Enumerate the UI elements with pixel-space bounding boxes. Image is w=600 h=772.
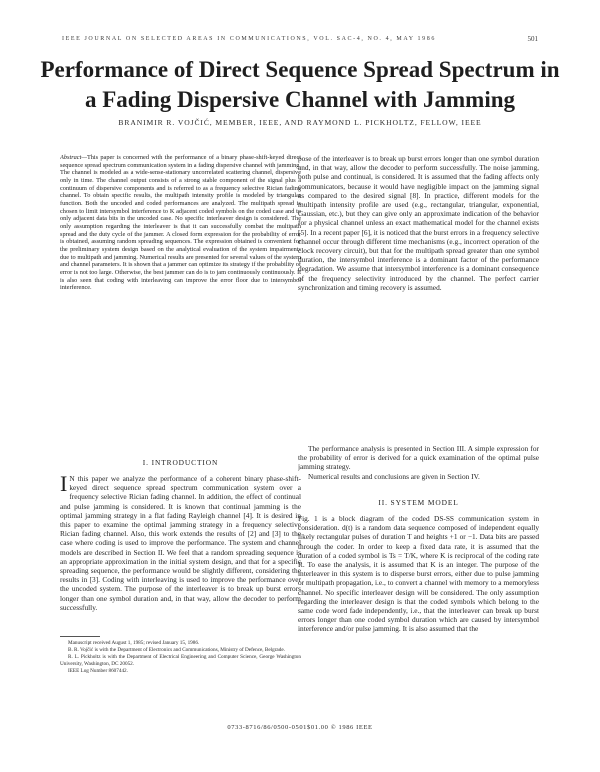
abstract (60, 154, 301, 450)
paper-title: Performance of Direct Sequence Spread Spectrum in a Fading Dispersive Channel with Jamming (40, 57, 560, 112)
footnote-log-number: IEEE Log Number 8607442. (68, 668, 128, 674)
system-model-paragraph: Fig. 1 is a block diagram of the coded DS-SS communication system in consideration. d(t) is a random data sequence composed of independent equally likely rectangular pulses of duration T and heights +1 or −1. Data bits are passed through the coder. In order to keep a fixed data rate, it is assumed that the duration of a coded symbol is Ts = T/K, where K is reciprocal of the coding rate R. To ease the analysis, it is assumed that K is an integer. The purpose of the interleaver in this system is to disperse burst errors, either due to pulse jamming or multipath propagation, i.e., to convert a channel with memory to a memoryless channel. No specific interleaver design will be considered. The only assumption regarding the interleaver design is that the coded symbols which belong to the same code word fade independently, i.e., that the interleaver can break up burst errors longer than one coded symbol duration which are caused by intersymbol interference and/or pulse jamming. It is also assumed that the (298, 514, 539, 634)
intro-continuation: pose of the interleaver is to break up burst errors longer than one symbol duration and, in that way, allow the decoder to perform successfully. The noise jamming, both pulse and continual, is considered. It is assumed that the fading affects only communicators, because it would have negligible impact on the jamming signal as compared to the desired signal [8]. In practice, different models for the multipath intensity profile are used (e.g., rectangular, triangular, exponential, Gaussian, etc.), but they can give only an approximate indication of the behavior for a physical channel unless an exact mathematical model for the channel exists [5]. In a recent paper [6], it is noticed that the burst errors in a frequency selective channel occur through different time mechanisms (e.g., incorrect operation of the clock recovery circuit), but that for the multipath spread greater than one symbol duration, the intersymbol interference is a dominant factor of the performance degradation. We assume that intersymbol interference is a dominant consequence of the frequency selectivity introduced by the channel. The perfect carrier synchronization and timing recovery is assumed. (298, 154, 539, 292)
intro-text: N this paper we analyze the performance of a coherent binary phase-shift-keyed direct sequence spread spectrum communication system over a frequency selective Rician fading channel. In addition, the effect of continual and pulse jamming is considered. It is known that continual jamming is the optimal jamming strategy in a flat fading Rayleigh channel [4]. It is desired in this paper to examine the optimal jamming strategy in a frequency selective Rician fading channel. Also, this work extends the results of [2] and [3] to the case where coding is used to improve the performance. The system and channel models are described in Section II. We feel that a random spreading sequence is an appropriate approximation in the initial system design, and that for a specific spreading sequence, the performance would be slightly different, considering the results in [3]. Coding with interleaving is used to improve the performance over the uncoded system. The purpose of the interleaver is to break up burst errors longer than one symbol duration and, in that way, allow the decoder to perform successfully. (60, 474, 301, 612)
footnotes (60, 640, 301, 708)
right-column (298, 154, 539, 706)
footnote-author-2: R. L. Pickholtz is with the Department of Electrical Engineering and Computer Science, George Washington University, Washington, DC 20052. (60, 654, 301, 667)
page-number: 501 (527, 35, 538, 43)
intro-section-results: Numerical results and conclusions are given in Section IV. (308, 472, 480, 481)
abstract-text: This paper is concerned with the performance of a binary phase-shift-keyed direct sequence spread spectrum communication system in a fading dispersive channel with jamming. The channel is modeled as a wide-sense-stationary uncorrelated scattering channel, dispersive only in time. The channel output consists of a strong stable component of the signal plus a continuum of dispersive components and is referred to as a frequency selective Rician fading channel. To obtain specific results, the multipath intensity profile is modeled by triangular function. Both the uncoded and coded performances are analyzed. The multipath spread is chosen to limit intersymbol interference to K adjacent coded symbols on the coded case and to only adjacent data bits in the uncoded case. No specific interleaver design is considered. The only assumption regarding the interleaver is that it can successfully combat the multipath spread and the duty cycle of the jammer. A closed form expression for the probability of error is obtained, assuming random spreading sequences. The expression obtained is convenient for the preliminary system design based on the analytical evaluation of the system impairments due to multipath and jamming. Numerical results are presented for several values of the system and channel parameters. It is shown that a jammer can optimize its strategy if the probability of error is not too large. Otherwise, the best jammer can do is to jam continuously continuously. It is also seen that coding with interleaving can improve the error floor due to intersymbol interference. (60, 154, 301, 292)
left-column (60, 154, 301, 626)
system-model-heading: II. SYSTEM MODEL (378, 498, 459, 507)
footnote-author-1: B. R. Vojčić is with the Department of Electronics and Communications, Ministry of Defence, Belgrade. (68, 647, 285, 653)
intro-section-overview: The performance analysis is presented in Section III. A simple expression for the probability of error is derived for a quick examination of the optimal pulse jamming strategy. (298, 444, 539, 472)
drop-cap: I (60, 474, 68, 496)
intro-paragraph (60, 474, 301, 626)
running-head: IEEE JOURNAL ON SELECTED AREAS IN COMMUNICATIONS, VOL. SAC-4, NO. 4, MAY 1986 (62, 36, 436, 42)
abstract-lead: Abstract— (60, 154, 87, 161)
intro-heading: I. INTRODUCTION (142, 458, 219, 467)
author-line: BRANIMIR R. VOJČIĆ, MEMBER, IEEE, AND RAYMOND L. PICKHOLTZ, FELLOW, IEEE (118, 118, 482, 127)
copyright-line: 0733-8716/86/0500-0501$01.00 © 1986 IEEE (227, 724, 373, 731)
footnote-received: Manuscript received August 1, 1985; revised January 15, 1986. (68, 640, 200, 646)
footnote-rule (60, 636, 100, 637)
